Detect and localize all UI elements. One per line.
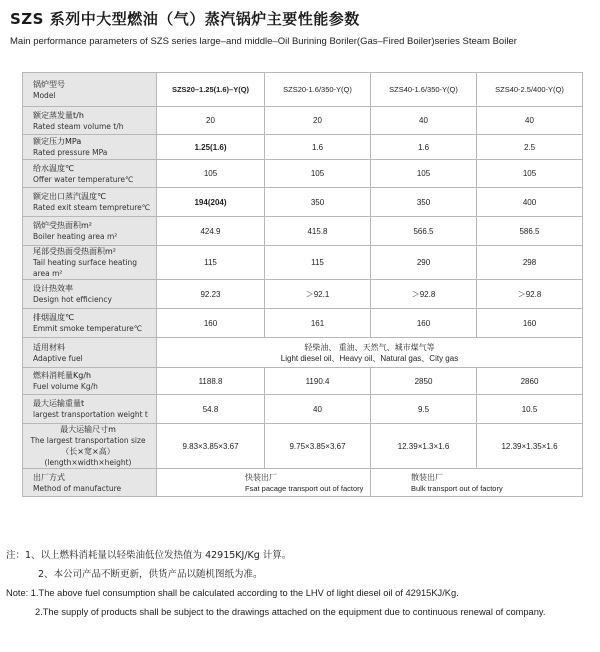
table-cell: 2850	[371, 368, 477, 395]
table-cell: 566.5	[371, 217, 477, 246]
table-row	[23, 217, 583, 246]
row-label-en: Offer water temperature℃	[33, 174, 134, 184]
table-cell: 400	[477, 188, 583, 217]
row-label-en: The largest transportation size	[30, 436, 146, 445]
row-label-cell	[23, 217, 157, 246]
table-cell: 10.5	[477, 395, 583, 424]
table-cell: 105	[157, 160, 265, 188]
row-label-cell	[23, 246, 157, 280]
table-cell: 161	[265, 309, 371, 338]
model-column-header: SZS40-2.5/400-Y(Q)	[477, 73, 583, 107]
header-label-cell	[23, 73, 157, 107]
table-cell: ＞92.8	[477, 280, 583, 309]
row-label-cell	[23, 160, 157, 188]
table-cell: 54.8	[157, 395, 265, 424]
table-cell: 160	[157, 309, 265, 338]
row-label-cn: 排烟温度℃	[33, 313, 74, 322]
mfg-right-en: Bulk transport out of factory	[411, 483, 503, 493]
note-1-en: Note: 1.The above fuel consumption shall be calculated according to the LHV of light diesel oil of 42915KJ/Kg.	[6, 588, 459, 598]
row-label-cn: 额定压力MPa	[33, 137, 82, 146]
table-cell: 40	[265, 395, 371, 424]
fuel-value-en: Light diesel oil、Heavy oil、Natural gas、City gas	[280, 353, 459, 363]
row-label-cn: 给水温度℃	[33, 163, 74, 173]
row-label-cn: 设计热效率	[33, 284, 73, 293]
row-label-cn-sub: （长×宽×高）	[61, 447, 115, 456]
row-label-en: largest transportation weight t	[33, 410, 148, 419]
mfg-right-cn: 散装出厂	[411, 472, 443, 482]
table-cell: 350	[265, 188, 371, 217]
row-label-en: Rated pressure MPa	[33, 148, 108, 157]
row-label-cn: 燃料消耗量Kg/h	[33, 371, 92, 380]
table-cell: 415.8	[265, 217, 371, 246]
row-label-cell	[23, 395, 157, 424]
row-label-en: Adaptive fuel	[33, 353, 83, 363]
mfg-left-cn: 快装出厂	[245, 472, 277, 482]
table-cell: 160	[477, 309, 583, 338]
table-cell: 350	[371, 188, 477, 217]
row-label-cn: 额定蒸发量t/h	[33, 110, 84, 120]
table-cell: 586.5	[477, 217, 583, 246]
note-1-cn: 注：1、以上燃料消耗量以轻柴油低位发热值为 42915KJ/Kg 计算。	[6, 550, 292, 561]
page-title-en: Main performance parameters of SZS series large–and middle–Oil Burining Boriler(Gas–Fired Boiler)series Steam Boiler	[10, 36, 517, 47]
table-row	[23, 309, 583, 338]
table-cell: 20	[157, 107, 265, 135]
table-row	[23, 280, 583, 309]
table-cell: 9.75×3.85×3.67	[265, 424, 371, 469]
row-label-en: Emmit smoke temperature℃	[33, 324, 143, 333]
table-cell: ＞92.1	[265, 280, 371, 309]
mfg-left-cell	[157, 469, 371, 497]
row-label-en: Rated exit steam tempreture℃	[33, 203, 151, 212]
table-cell: 1188.8	[157, 368, 265, 395]
row-label-en: Fuel volume Kg/h	[33, 382, 98, 391]
table-cell: 20	[265, 107, 371, 135]
row-label-cn: 适用材料	[33, 342, 65, 352]
table-row	[23, 160, 583, 188]
table-cell: 105	[371, 160, 477, 188]
table-cell: 1.6	[371, 135, 477, 160]
table-cell: ＞92.8	[371, 280, 477, 309]
table-cell: 1.6	[265, 135, 371, 160]
model-column-header: SZS20-1.6/350-Y(Q)	[265, 73, 371, 107]
table-cell: 424.9	[157, 217, 265, 246]
table-cell: 9.83×3.85×3.67	[157, 424, 265, 469]
row-label-cell	[23, 107, 157, 135]
table-cell: 115	[157, 246, 265, 280]
spec-table-body	[23, 73, 583, 497]
table-cell: 2.5	[477, 135, 583, 160]
row-label-cn: 尾部受热面受热面积m²	[33, 247, 116, 256]
fuel-value-cell	[157, 338, 583, 368]
spec-table	[22, 72, 583, 497]
table-header-row	[23, 73, 583, 107]
table-cell: 1190.4	[265, 368, 371, 395]
table-cell: 40	[371, 107, 477, 135]
note-2-cn: 2、本公司产品不断更新，供货产品以随机图纸为准。	[38, 569, 263, 580]
row-label-cell	[23, 135, 157, 160]
row-label-en: Method of manufacture	[33, 483, 122, 493]
row-label-cn: 最大运输重量t	[33, 399, 85, 408]
row-label-cell	[23, 188, 157, 217]
row-label-cell	[23, 309, 157, 338]
table-cell: 105	[477, 160, 583, 188]
row-label-cell	[23, 469, 157, 497]
table-cell: 12.39×1.35×1.6	[477, 424, 583, 469]
row-label-en-sub: (length×width×height)	[44, 458, 132, 467]
note-2-en: 2.The supply of products shall be subject to the drawings attached on the equipment due to continuous renewal of company.	[35, 607, 546, 617]
table-row	[23, 246, 583, 280]
row-label-cn: 出厂方式	[33, 472, 65, 482]
table-cell: 92.23	[157, 280, 265, 309]
mfg-left-en: Fsat pacage transport out of factory	[245, 483, 364, 493]
table-row	[23, 395, 583, 424]
table-cell: 12.39×1.3×1.6	[371, 424, 477, 469]
table-cell: 9.5	[371, 395, 477, 424]
model-column-header: SZS40-1.6/350-Y(Q)	[371, 73, 477, 107]
table-cell: 2860	[477, 368, 583, 395]
model-column-header: SZS20–1.25(1.6)–Y(Q)	[157, 73, 265, 107]
table-cell: 40	[477, 107, 583, 135]
fuel-value-cn: 轻柴油、 重油、天然气、城市煤气等	[304, 342, 435, 352]
table-cell: 105	[265, 160, 371, 188]
table-row-fuel	[23, 338, 583, 368]
table-cell: 115	[265, 246, 371, 280]
header-label-cn: 锅炉型号	[33, 79, 65, 89]
row-label-en: Boiler heating area m²	[33, 232, 118, 241]
header-label-en: Model	[33, 90, 56, 100]
row-label-en: Rated steam volume t/h	[33, 121, 124, 131]
row-label-en: Tail heating surface heating area m²	[33, 258, 137, 278]
row-label-en: Design hot efficiency	[33, 295, 112, 304]
row-label-cn: 锅炉受热面积m²	[33, 221, 92, 230]
table-cell: 298	[477, 246, 583, 280]
table-row	[23, 107, 583, 135]
table-cell: 290	[371, 246, 477, 280]
row-label-cn: 最大运输尺寸m	[60, 425, 116, 434]
table-row	[23, 368, 583, 395]
row-label-cell	[23, 338, 157, 368]
table-row-size	[23, 424, 583, 469]
table-row-mfg	[23, 469, 583, 497]
page-title-cn: SZS 系列中大型燃油（气）蒸汽锅炉主要性能参数	[10, 10, 360, 28]
row-label-cell	[23, 424, 157, 469]
table-cell: 1.25(1.6)	[157, 135, 265, 160]
row-label-cn: 额定出口蒸汽温度℃	[33, 192, 106, 201]
row-label-cell	[23, 280, 157, 309]
table-cell: 194(204)	[157, 188, 265, 217]
row-label-cell	[23, 368, 157, 395]
table-cell: 160	[371, 309, 477, 338]
table-row	[23, 188, 583, 217]
notes-block	[6, 546, 545, 622]
table-row	[23, 135, 583, 160]
mfg-right-cell	[371, 469, 583, 497]
